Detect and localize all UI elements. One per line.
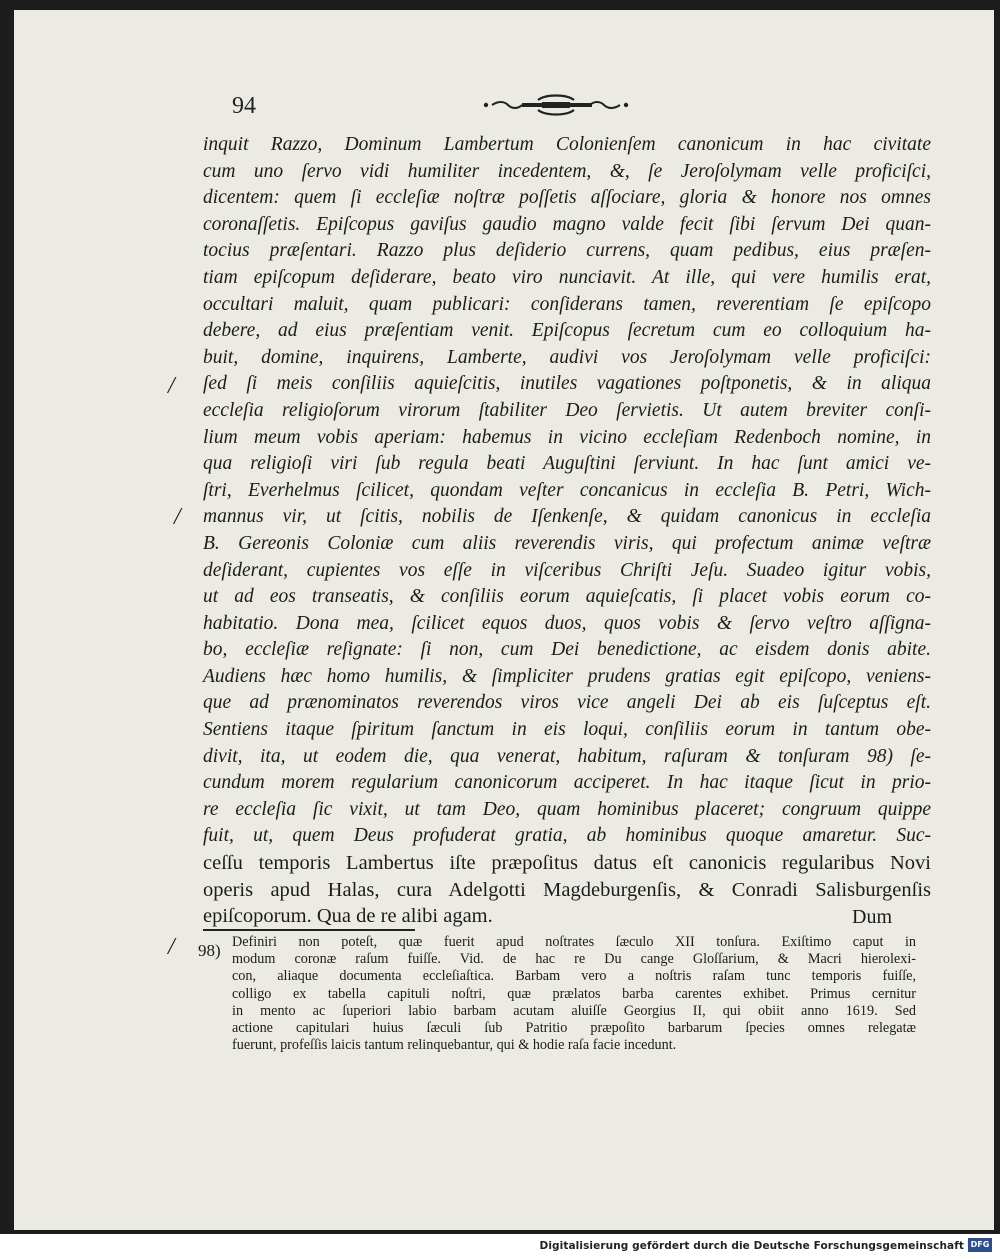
text-line: bo, eccleſiæ reſignate: ſi non, cum Dei benedictione, ac eisdem donis abite.	[203, 639, 931, 661]
text-line: inquit Razzo, Dominum Lambertum Colonienſem canonicum in hac civitate	[203, 134, 931, 155]
text-line: que ad prænominatos reverendos viros vice angeli Dei ab eis ſuſceptus eſt.	[203, 692, 931, 714]
margin-mark: /	[168, 934, 175, 960]
footnote-line: colligo ex tabella capituli noſtri, quæ prælatos barba carentes exhibet. Primus cernitur	[232, 985, 916, 1002]
text-line: buit, domine, inquirens, Lamberte, audivi vos Jeroſolymam velle proficiſci:	[203, 346, 931, 368]
catchword: Dum	[852, 906, 892, 928]
text-line: cundum morem regularium canonicorum acciperet. In hac itaque ſicut in prio-	[203, 772, 931, 794]
margin-mark: /	[174, 504, 181, 530]
footnote-line: modum coronæ raſum fuiſſe. Vid. de hac re Du cange Gloſſarium, & Macri hierolexi-	[232, 951, 916, 968]
footnote	[232, 934, 916, 1054]
text-line: epiſcoporum. Qua de re alibi agam.	[203, 905, 493, 928]
main-text	[203, 132, 931, 930]
text-line: qua religioſi viri ſub regula beati Auguſtini ſerviunt. In hac ſunt amici ve-	[203, 453, 931, 475]
text-line: ut ad eos transeatis, & conſiliis eorum aquieſcatis, ſi placet vobis eorum co-	[203, 586, 931, 608]
footnote-rule	[203, 929, 415, 931]
margin-mark: /	[168, 373, 175, 399]
footnote-line: in mento ac ſuperiori labio barbam acutam aluiſſe Georgius II, qui obiit anno 1619. Sed	[232, 1002, 916, 1019]
text-line: tiam epiſcopum deſiderare, beato viro nunciavit. At ille, qui vere humilis erat,	[203, 266, 931, 288]
text-line: coronaſſetis. Epiſcopus gaviſus gaudio magno valde fecit ſibi ſervum Dei quan-	[203, 213, 931, 235]
text-line: habitatio. Dona mea, ſcilicet equos duos, quos vobis & ſervo veſtro aſſigna-	[203, 612, 931, 634]
text-line: operis apud Halas, cura Adelgotti Magdeburgenſis, & Conradi Salisburgenſis	[203, 878, 931, 901]
digitization-credit: Digitalisierung gefördert durch die Deutsche Forschungsgemeinschaft	[539, 1240, 964, 1252]
text-line: lium meum vobis aperiam: habemus in vicino eccleſiam Redenboch nomine, in	[203, 426, 931, 448]
footnote-line: Definiri non poteſt, quæ fuerit apud noſtrates ſæculo XII tonſura. Exiſtimo caput in	[232, 934, 916, 950]
text-line: cum uno ſervo vidi humiliter incedentem, &, ſe Jeroſolymam velle proficiſci,	[203, 160, 931, 182]
text-line: divit, ita, ut eodem die, qua venerat, habitum, raſuram & tonſuram 98) ſe-	[203, 745, 931, 767]
page-number: 94	[232, 93, 256, 119]
footnote-line: fuerunt, profeſſis laicis tantum relinquebantur, qui & hodie raſa facie incedunt.	[232, 1037, 677, 1054]
text-line: Sentiens itaque ſpiritum ſanctum in eis loqui, conſiliis eorum in tantum obe-	[203, 719, 931, 741]
footnote-marker: 98)	[198, 941, 221, 960]
dfg-logo: DFG	[968, 1238, 992, 1252]
text-line: re eccleſia ſic vixit, ut tam Deo, quam hominibus placeret; congruum quippe	[203, 798, 931, 820]
text-line: deſiderant, cupientes vos eſſe in viſceribus Chriſti Jeſu. Suadeo igitur vobis,	[203, 559, 931, 581]
text-line: fuit, ut, quem Deus profuderat gratia, ab hominibus quoque amaretur. Suc-	[203, 825, 931, 847]
text-line: ſed ſi meis conſiliis aquieſcitis, inutiles vagationes poſtponetis, & in aliqua	[203, 373, 931, 395]
text-line: Audiens hæc homo humilis, & ſimpliciter prudens gratias egit epiſcopo, veniens-	[203, 665, 931, 687]
text-line: mannus vir, ut ſcitis, nobilis de Iſenkenſe, & quidam canonicus in eccleſia	[203, 506, 931, 528]
text-line: ceſſu temporis Lambertus iſte præpoſitus datus eſt canonicis regularibus Novi	[203, 852, 931, 875]
ornament-divider-icon	[482, 92, 630, 118]
text-line: occultari maluit, quam publicari: conſiderans tamen, reverentiam ſe epiſcopo	[203, 293, 931, 315]
text-line: dicentem: quem ſi eccleſiæ noſtræ poſſetis aſſociare, gloria & honore nos omnes	[203, 187, 931, 209]
text-line: ſtri, Everhelmus ſcilicet, quondam veſter concanicus in eccleſia B. Petri, Wich-	[203, 479, 931, 501]
text-line: B. Gereonis Coloniæ cum aliis reverendis viris, qui profectum animæ veſtræ	[203, 532, 931, 554]
text-line: tocius præſentari. Razzo plus deſiderio currens, quam pedibus, eius præſen-	[203, 240, 931, 262]
text-line: eccleſia religioſorum virorum ſtabiliter Deo ſervietis. Ut autem breviter conſi-	[203, 399, 931, 421]
footnote-line: con, aliaque documenta eccleſiaſtica. Barbam vero a noſtris raſam tunc temporis fuiſſe,	[232, 968, 916, 985]
footnote-line: actione capitulari huius ſæculi ſub Patritio præpoſito barbarum ſpecies omnes relegatæ	[232, 1019, 916, 1036]
text-line: debere, ad eius præſentiam venit. Epiſcopus ſecretum cum eo colloquium ha-	[203, 320, 931, 342]
